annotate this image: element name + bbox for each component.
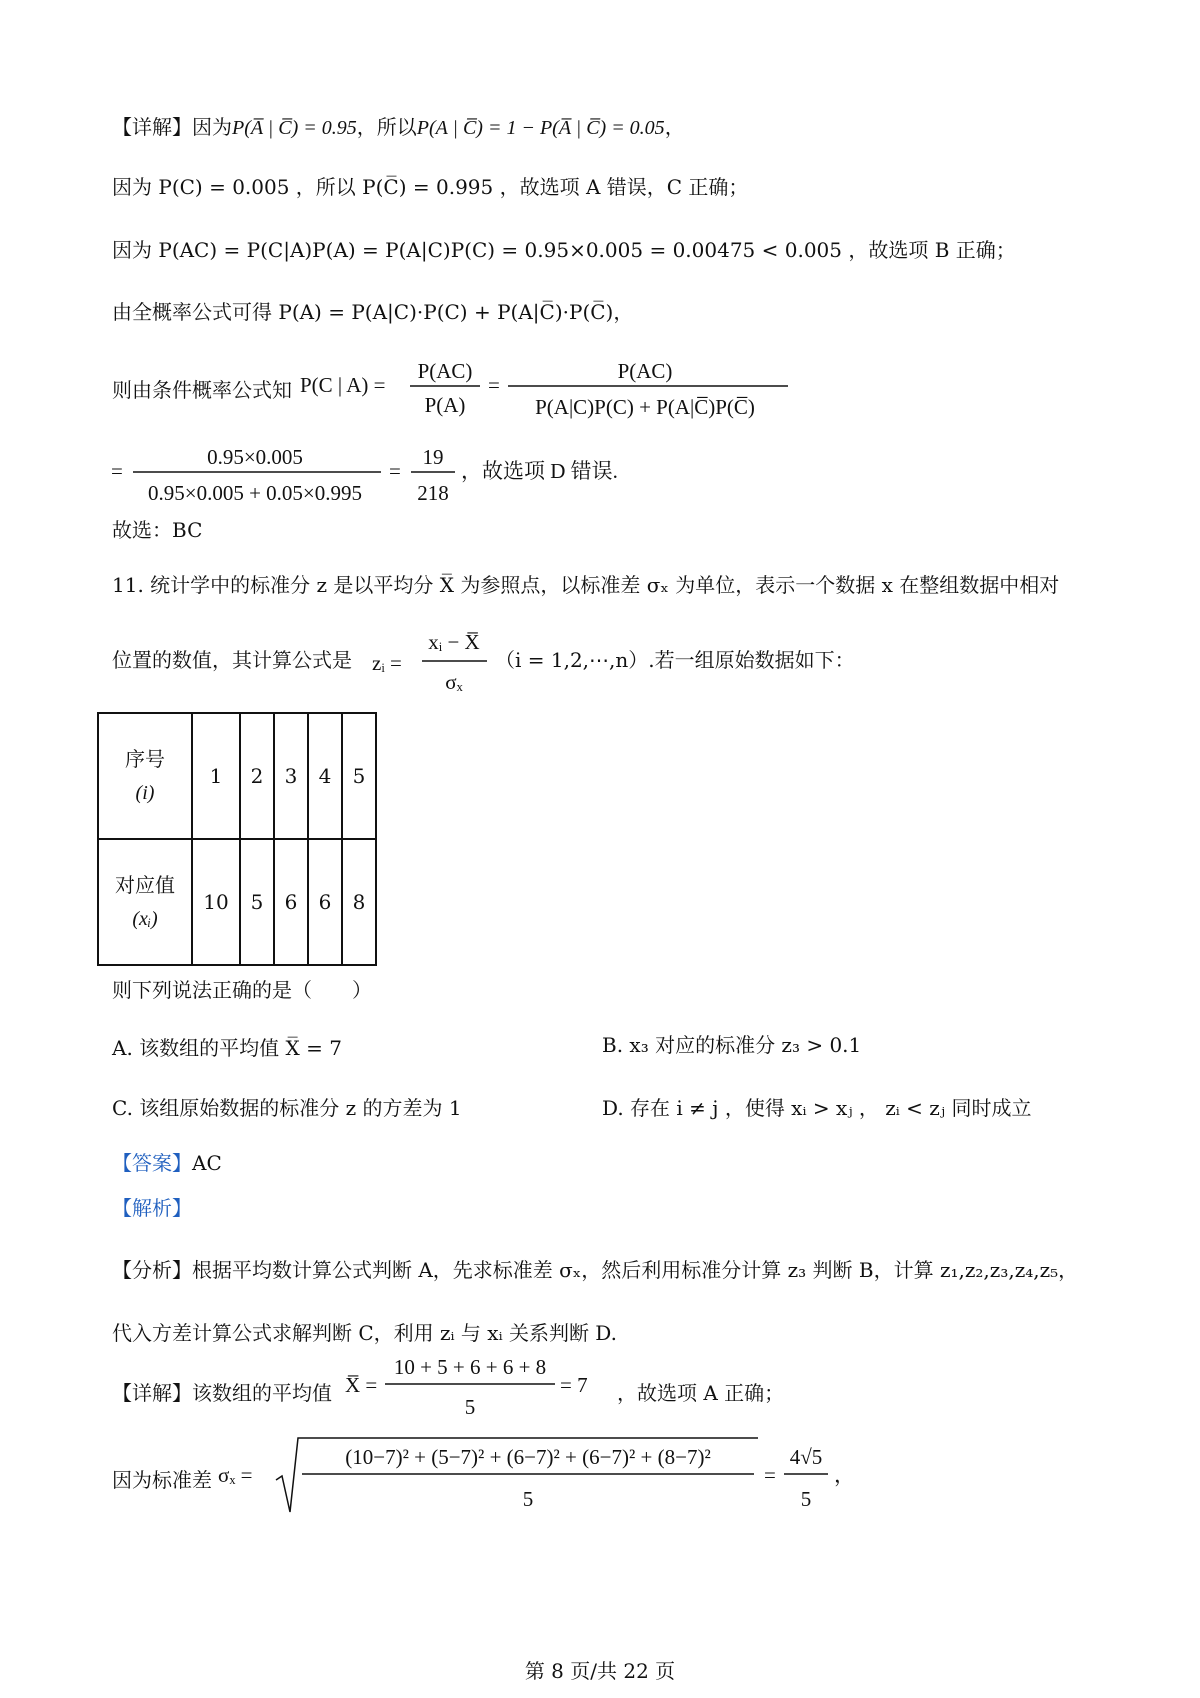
option-a: A. 该数组的平均值 X̅ = 7: [112, 1036, 342, 1060]
detail-line-4: 由全概率公式可得 P(A) = P(A|C)·P(C) + P(A|C̅)·P(C̅)，: [112, 300, 634, 324]
z-formula-num: xᵢ − X̅: [428, 630, 480, 654]
table-row: [98, 839, 376, 965]
table-cell: 4: [308, 713, 342, 839]
table-cell: 2: [240, 713, 274, 839]
option-d: D. 存在 i ≠ j ，使得 xᵢ > xⱼ ， zᵢ < zⱼ 同时成立: [602, 1096, 1032, 1120]
detail-mean-suffix: ，故选项 A 正确；: [617, 1381, 785, 1405]
formula-2: P(A | C̅) = 1 − P(A̅ | C̅) = 0.05: [416, 117, 665, 139]
q11-stem-1: 11. 统计学中的标准分 z 是以平均分 X̅ 为参照点，以标准差 σₓ 为单位，表示一个数据 x 在整组数据中相对: [112, 573, 1060, 597]
table-row: [98, 713, 376, 839]
z-formula-lhs: zᵢ =: [372, 651, 402, 675]
detail-line-3: 因为 P(AC) = P(C|A)P(A) = P(A|C)P(C) = 0.95×0.005 = 0.00475 < 0.005 ，故选项 B 正确；: [112, 238, 1016, 262]
data-table: [97, 712, 377, 966]
row-header-value: 对应值 (xᵢ): [98, 839, 192, 965]
option-c: C. 该组原始数据的标准分 z 的方差为 1: [112, 1096, 462, 1120]
z-formula-den: σₓ: [445, 670, 463, 694]
conditional-probability-formula: [300, 348, 800, 438]
std-res-den: 5: [800, 1487, 812, 1511]
detail-line-1: 【详解】因为P(A̅ | C̅) = 0.95，所以P(A | C̅) = 1 − P(A̅ | C̅) = 0.05，: [112, 115, 685, 139]
text-so: ，所以: [356, 115, 417, 139]
svg-text:=: =: [764, 1463, 776, 1487]
analysis-line-1: 【分析】根据平均数计算公式判断 A，先求标准差 σₓ，然后利用标准分计算 z₃ 判断 B，计算 z₁,z₂,z₃,z₄,z₅，: [112, 1258, 1079, 1282]
answer-value: AC: [192, 1151, 222, 1175]
frac-suffix: ，故选项 D 错误.: [461, 459, 618, 483]
formula-lhs: P(C | A) =: [300, 373, 386, 397]
answer-label: 【答案】: [112, 1151, 192, 1175]
std-formula: [218, 1432, 858, 1522]
frac3-den: 0.95×0.005 + 0.05×0.995: [147, 481, 363, 505]
svg-text:=: =: [488, 373, 500, 397]
frac4-den: 218: [417, 481, 449, 505]
analysis-line-2: 代入方差计算公式求解判断 C，利用 zᵢ 与 xᵢ 关系判断 D.: [112, 1321, 617, 1345]
formula-1: P(A̅ | C̅) = 0.95: [232, 117, 357, 139]
option-b: B. x₃ 对应的标准分 z₃ > 0.1: [602, 1033, 862, 1057]
table-cell: 8: [342, 839, 376, 965]
table-cell: 5: [240, 839, 274, 965]
detail-line-5-prefix: 则由条件概率公式知: [112, 378, 292, 402]
mean-result: = 7: [560, 1373, 588, 1397]
std-num: (10−7)² + (5−7)² + (6−7)² + (6−7)² + (8−7)²: [345, 1445, 711, 1469]
frac3-num: 0.95×0.005: [207, 445, 303, 469]
svg-text:=: =: [111, 459, 123, 483]
q11-stem-2-prefix: 位置的数值，其计算公式是: [112, 648, 352, 672]
std-lhs: σₓ =: [218, 1463, 253, 1487]
table-cell: 6: [274, 839, 308, 965]
mean-num: 10 + 5 + 6 + 6 + 8: [393, 1355, 547, 1379]
q11-question: 则下列说法正确的是（ ）: [112, 978, 372, 1002]
frac2-num: P(AC): [617, 359, 673, 383]
q11-stem-2-suffix: （i = 1,2,⋯,n）.若一组原始数据如下：: [495, 648, 855, 672]
std-suffix: ，: [834, 1463, 855, 1487]
frac1-num: P(AC): [417, 359, 473, 383]
mean-den: 5: [464, 1395, 476, 1419]
table-cell: 5: [342, 713, 376, 839]
svg-text:=: =: [389, 459, 401, 483]
std-res-num: 4√5: [789, 1445, 823, 1469]
detail-std-prefix: 因为标准差: [112, 1468, 212, 1492]
answer-line: 故选：BC: [112, 518, 203, 542]
table-cell: 3: [274, 713, 308, 839]
page-footer: 第 8 页/共 22 页: [524, 1659, 676, 1683]
detail-mean-prefix: 【详解】该数组的平均值: [112, 1381, 332, 1405]
frac4-num: 19: [422, 445, 444, 469]
table-cell: 6: [308, 839, 342, 965]
table-cell: 10: [192, 839, 240, 965]
detail-line-2: 因为 P(C) = 0.005 ，所以 P(C̅) = 0.995 ，故选项 A 错误，C 正确；: [112, 175, 749, 199]
std-den: 5: [522, 1487, 534, 1511]
probability-result-formula: [105, 440, 725, 510]
frac2-den: P(A|C)P(C) + P(A|C̅)P(C̅): [535, 395, 755, 419]
frac1-den: P(A): [424, 393, 466, 417]
row-header-index: 序号 (i): [98, 713, 192, 839]
mean-lhs: X̅ =: [345, 1373, 378, 1397]
table-cell: 1: [192, 713, 240, 839]
answer-block: [112, 1148, 222, 1178]
analysis-label: 【解析】: [112, 1196, 192, 1220]
z-score-formula: [372, 625, 492, 700]
detail-prefix: 【详解】因为: [112, 115, 232, 139]
